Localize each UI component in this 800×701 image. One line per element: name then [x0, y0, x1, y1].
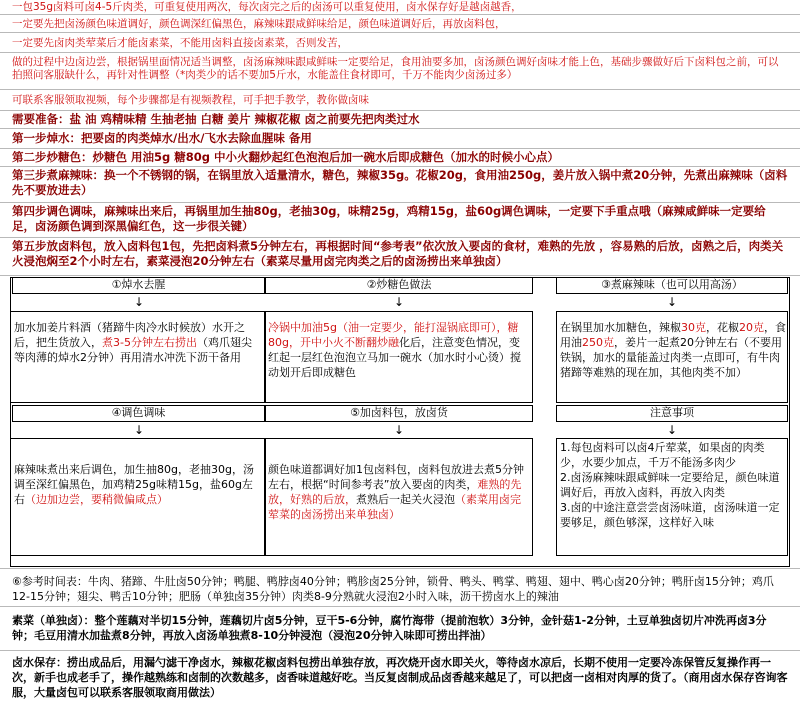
flow-cell-sugar — [268, 320, 530, 380]
vegetable-notes: 素菜（单独卤）：整个莲藕对半切15分钟，莲藕切片卤5分钟，豆干5-6分钟，腐竹海带（提前泡软）3分钟，金针菇1-2分钟，土豆单独卤切片冲洗再卤3分钟；毛豆用清水加盐煮8分钟，再放入卤汤单独煮8-10分钟浸泡（浸泡20分钟入味即可捞出拌油） — [0, 607, 800, 651]
pack-highlight: 难熟的先放，好熟的后放， — [268, 478, 522, 506]
note-row: 可联系客服领取视频，每个步骤都是有视频教程，可手把手教学，教你做卤味 — [0, 90, 800, 111]
spicy-text: ，花椒 — [706, 321, 739, 334]
blanch-text: 加水加姜片料酒（猪蹄牛肉冷水时候放）水开之后，把生货放入， — [14, 321, 245, 349]
down-arrow-icon: ↓ — [393, 423, 405, 437]
blanch-text-tail: （鸡爪翅尖等肉薄的焯水2分钟）再用清水冲洗下沥干备用 — [14, 336, 252, 364]
flow-cell-season — [14, 462, 261, 507]
down-arrow-icon: ↓ — [393, 295, 405, 309]
season-text: 麻辣味煮出来后调色，加生抽80g，老抽30g，汤调至深红偏黑色，加鸡精25g味精15g，盐60g左右 — [14, 463, 254, 506]
step-row: 第四步调色调味，麻辣味出来后，再锅里加生抽80g，老抽30g，味精25g，鸡精15g，盐60g调色调味，一定要下手重点哦（麻辣咸鲜味一定要给足，卤汤颜色调到深黑偏红色，这一步很关键） — [0, 203, 800, 238]
down-arrow-icon: ↓ — [133, 295, 145, 309]
note-row: 一定要先把卤汤颜色味道调好，颜色调深红偏黑色，麻辣味跟咸鲜味给足，颜色味道调好后，再放卤料包， — [0, 15, 800, 33]
spicy-text: ，食用油 — [560, 321, 786, 349]
season-highlight: （边加边尝，要稍微偏咸点） — [25, 493, 168, 506]
time-reference: ⑥参考时间表：牛肉、猪蹄、牛肚卤50分钟；鸭腿、鸭脖卤40分钟；鸭胗卤25分钟，锁骨、鸭头、鸭掌、鸭翅、翅中、鸭心卤20分钟；鸭肝卤15分钟；鸡爪12-15分钟；翅尖、鸭舌10分钟；肥肠（单独卤35分钟）肉类8-9分熟就火浸泡2小时入味，沥干捞卤水上的辣油 — [0, 568, 800, 607]
step-row: 第三步煮麻辣味：换一个不锈钢的锅，在锅里放入适量清水，糖色，辣椒35g。花椒20g，食用油250g，姜片放入锅中煮20分钟，先煮出麻辣味（卤料先不要放进去） — [0, 167, 800, 203]
flow-header: ②炒糖色做法 — [366, 278, 432, 291]
storage-notes: 卤水保存：捞出成品后，用漏勺滤干净卤水，辣椒花椒卤料包捞出单独存放，再次烧开卤水即关火，等待卤水凉后，长期不使用一定要冷冻保管反复操作再一次，新手也成老手了，操作越熟练和卤制的次数越多，卤香味道越好吃。当反复卤制成品卤香越来越足了，可以把卤一卤相对肉厚的货了。（商用卤水保存咨询客服，大量卤包可以联系客服领取商用做法） — [12, 656, 788, 699]
flow-header: ⑤加卤料包，放卤货 — [350, 406, 448, 419]
down-arrow-icon: ↓ — [666, 423, 678, 437]
flow-cell-notes: 1.每包卤料可以卤4斤荤菜，如果卤的肉类少，水要少加点，千万不能汤多肉少 2.卤汤麻辣味跟咸鲜味一定要给足，颜色味道调好后，再放入卤料，再放入肉类 3.卤的中途注意尝尝卤汤味道，卤汤味道一定要够足，颜色够深，这样好入味 — [560, 441, 780, 529]
spicy-highlight: 30克 — [681, 321, 706, 334]
down-arrow-icon: ↓ — [133, 423, 145, 437]
pack-text: 煮熟后一起关火浸泡 — [356, 493, 455, 506]
step-row: 第二步炒糖色：炒糖色 用油5g 糖80g 中小火翻炒起红色泡泡后加一碗水后即成糖色（加水的时候小心点） — [0, 149, 800, 167]
flow-cell-add-pack — [268, 462, 530, 522]
flow-header: ④调色调味 — [111, 406, 166, 419]
sugar-highlight: 冷锅中加油5g（油一定要少，能打湿锅底即可），糖80g，开中小火不断翻炒融 — [268, 321, 519, 349]
flow-header: 注意事项 — [650, 406, 694, 419]
blanch-highlight: 煮3-5分钟左右捞出 — [102, 336, 197, 349]
note-row: 做的过程中边卤边尝，根据锅里面情况适当调整，卤汤麻辣味跟咸鲜味一定要给足，食用油要多加，卤汤颜色调好卤味才能上色，基础步骤做好后下卤料包之前，可以拍照问客服缺什么，再针对性调整（*肉类少的话不要加5斤水，水能盖住食材即可，千万不能肉少卤汤过多） — [0, 53, 800, 90]
spicy-highlight: 20克 — [739, 321, 764, 334]
step-row: 第五步放卤料包，放入卤料包1包，先把卤料煮5分钟左右，再根据时间“参考表”依次放入要卤的食材，难熟的先放 ，容易熟的后放，卤熟之后，肉类关火浸泡焖至2个小时左右，素菜浸泡20分钟左右（素菜尽量用卤完肉类之后的卤汤捞出来单独卤） — [0, 238, 800, 276]
step-row: 第一步焯水：把要卤的肉类焯水/出水/飞水去除血腥味 备用 — [0, 129, 800, 149]
flow-cell-blanch — [14, 320, 261, 365]
down-arrow-icon: ↓ — [666, 295, 678, 309]
spicy-text: 在锅里加水加糖色，辣椒 — [560, 321, 681, 334]
spicy-highlight: 250克 — [582, 336, 614, 349]
sugar-text: 化后，注意变色情况，变红起一层红色泡泡立马加一碗水（加水时小心烫）搅动划开后即成糖色 — [268, 336, 521, 379]
pack-highlight: （素菜用卤完荤菜的卤汤捞出来单独卤） — [268, 493, 521, 521]
flow-cell-spicy — [560, 320, 786, 380]
flow-header: ③煮麻辣味（也可以用高汤） — [601, 278, 743, 291]
prep-row: 需要准备：盐 油 鸡精味精 生抽老抽 白糖 姜片 辣椒花椒 卤之前要先把肉类过水 — [0, 111, 800, 129]
pack-text: 颜色味道都调好加1包卤料包，卤料包放进去煮5分钟左右，根据“时间参考表”放入要卤的肉类， — [268, 463, 524, 491]
note-row: 一包35g卤料可卤4-5斤肉类，可重复使用两次，每次卤完之后的卤汤可以重复使用，卤水保存好是越卤越香， — [0, 0, 800, 15]
flow-header: ①焯水去腥 — [111, 278, 166, 291]
note-row: 一定要先卤肉类荤菜后才能卤素菜，不能用卤料直接卤素菜，否则发苦， — [0, 33, 800, 53]
spicy-text: ，姜片一起煮20分钟左右（不要用铁锅，加水的量能盖过肉类一点即可，有牛肉猪蹄等难熟的现在加，其他肉类不加） — [560, 336, 782, 379]
